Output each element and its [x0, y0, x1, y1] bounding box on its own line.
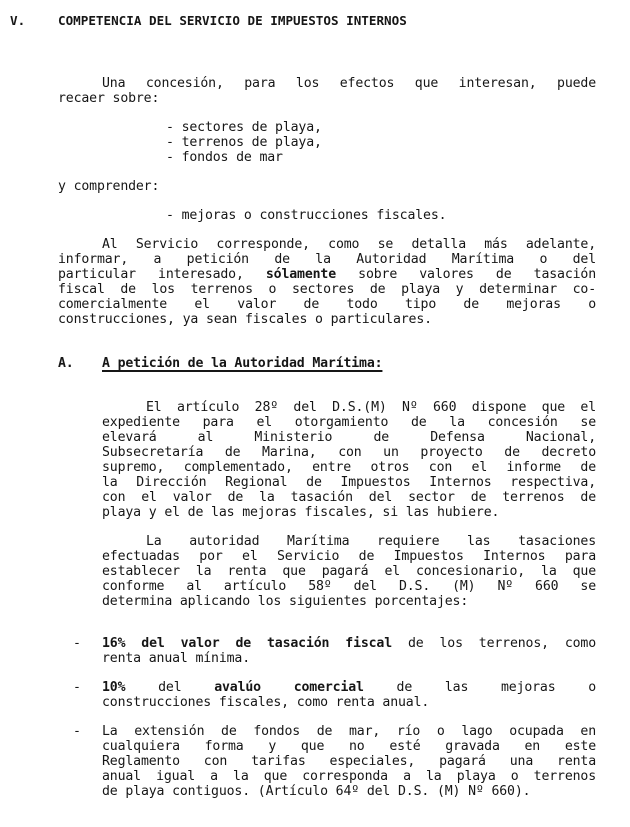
percentage-item-3-line: Reglamento con tarifas especiales, pagará una renta — [102, 754, 596, 769]
autoridad-line: establecer la renta que pagará el concesionario, la que — [102, 564, 596, 579]
articulo-line: la Dirección Regional de Impuestos Internos respectiva, — [102, 475, 596, 490]
articulo-line: con el valor de la tasación del sector de terrenos de — [102, 490, 596, 505]
word-del: del — [158, 680, 182, 695]
articulo-line: expediente para el otorgamiento de la concesión se — [102, 415, 596, 430]
subsection-letter: A. — [58, 356, 74, 371]
autoridad-line: determina aplicando los siguientes porcentajes: — [102, 594, 469, 609]
list-item: - mejoras o construcciones fiscales. — [166, 208, 447, 223]
servicio-line-2: informar, a petición de la Autoridad Marítima o del — [58, 252, 596, 267]
articulo-line: elevará al Ministerio de Defensa Nacional, — [102, 430, 596, 445]
articulo-line: supremo, complementado, entre otros con el informe de — [102, 460, 596, 475]
bullet-dash: - — [73, 636, 81, 651]
intro-line-1: Una concesión, para los efectos que interesan, puede — [102, 76, 596, 91]
percentage-item-2-line-2: construcciones fiscales, como renta anual. — [102, 695, 430, 710]
solamente-emphasis: sólamente — [265, 267, 336, 282]
word-las: las — [444, 680, 469, 695]
percentage-item-2-line-1 — [102, 680, 596, 695]
comercial-bold: comercial — [293, 680, 364, 695]
subsection-title: A petición de la Autoridad Marítima: — [102, 356, 383, 371]
word-de: de — [396, 680, 413, 695]
articulo-line: El artículo 28º del D.S.(M) Nº 660 dispone que el — [146, 400, 596, 415]
section-title: COMPETENCIA DEL SERVICIO DE IMPUESTOS INTERNOS — [58, 13, 407, 28]
autoridad-line: efectuadas por el Servicio de Impuestos Internos para — [102, 549, 596, 564]
articulo-line: Subsecretaría de Marina, con un proyecto de decreto — [102, 445, 596, 460]
percentage-item-1-line-2: renta anual mínima. — [102, 651, 251, 666]
avaluo-bold: avalúo — [214, 680, 261, 695]
word-o: o — [588, 680, 597, 695]
list-item: - terrenos de playa, — [166, 135, 322, 150]
autoridad-line: conforme al artículo 58º del D.S. (M) Nº 660 se — [102, 579, 596, 594]
servicio-line-4: fiscal de los terrenos o sectores de playa y determinar co- — [58, 282, 596, 297]
autoridad-line: La autoridad Marítima requiere las tasaciones — [146, 534, 596, 549]
section-number: V. — [10, 13, 26, 28]
servicio-line-5: comercialmente el valor de todo tipo de mejoras o — [58, 297, 596, 312]
bullet-dash: - — [73, 680, 81, 695]
list-item: - sectores de playa, — [166, 120, 322, 135]
bullet-dash: - — [73, 724, 81, 739]
percentage-16-bold: 16% del valor de tasación fiscal — [102, 636, 393, 651]
servicio-line-3-post: sobre valores de tasación — [358, 267, 596, 282]
percentage-10-bold: 10% — [102, 680, 126, 695]
servicio-line-3-pre: particular interesado, — [58, 267, 244, 282]
percentage-item-3-line: La extensión de fondos de mar, río o lago ocupada en — [102, 724, 596, 739]
percentage-item-3-line: cualquiera forma y que no esté gravada en este — [102, 739, 596, 754]
word-mejoras: mejoras — [500, 680, 556, 695]
percentage-item-1-line-1 — [102, 636, 596, 651]
percentage-16-rest: de los terrenos, como — [407, 636, 596, 651]
servicio-line-6: construcciones, ya sean fiscales o particulares. — [58, 312, 432, 327]
percentage-item-3-line: de playa contiguos. (Artículo 64º del D.S. (M) Nº 660). — [102, 784, 531, 799]
servicio-line-1: Al Servicio corresponde, como se detalla más adelante, — [102, 237, 596, 252]
list-item: - fondos de mar — [166, 150, 283, 165]
comprender-line: y comprender: — [58, 179, 160, 194]
intro-line-2: recaer sobre: — [58, 91, 160, 106]
servicio-line-3 — [58, 267, 596, 282]
percentage-item-3-line: anual igual a la que corresponda a la playa o terrenos — [102, 769, 596, 784]
articulo-line: playa y el de las mejoras fiscales, si las hubiere. — [102, 505, 500, 520]
